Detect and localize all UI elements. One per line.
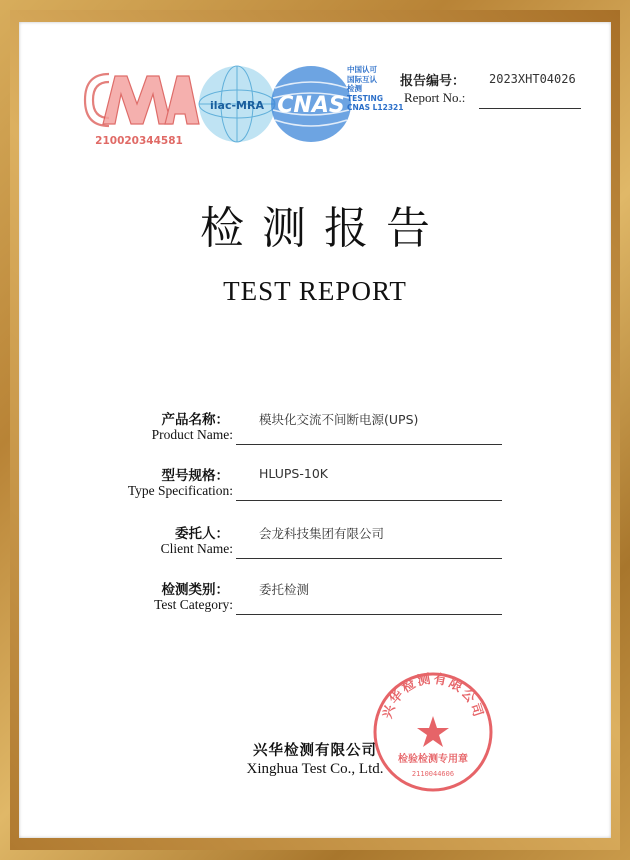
field-value: 委托检测 xyxy=(259,582,310,597)
field-label-en: Type Specification: xyxy=(127,483,233,498)
cma-logo xyxy=(79,64,201,159)
page-title-en: TEST REPORT xyxy=(223,276,407,306)
report-number-underline xyxy=(479,108,581,109)
field-label-cn: 委托人： xyxy=(175,526,229,542)
cnas-line: 国际互认 xyxy=(347,74,377,84)
field-test-category xyxy=(19,578,611,628)
cnas-line: 中国认可 xyxy=(347,65,377,74)
cnas-line: CNAS L12321 xyxy=(347,103,404,112)
field-underline xyxy=(236,614,502,615)
field-label-cn: 产品名称： xyxy=(161,412,229,428)
field-label-en: Test Category: xyxy=(154,597,233,612)
field-underline xyxy=(236,558,502,559)
issuer-name-cn: 兴华检测有限公司 xyxy=(253,743,377,759)
field-label-en: Client Name: xyxy=(160,541,233,556)
cnas-text: CNAS xyxy=(277,93,345,118)
field-value: 模块化交流不间断电源(UPS) xyxy=(259,412,419,427)
report-number-label-cn: 报告编号： xyxy=(400,74,466,89)
official-seal xyxy=(371,670,495,794)
page-title-cn: 检测报告 xyxy=(200,203,448,254)
svg-text:兴华检测有限公司 xyxy=(380,671,486,721)
field-type-specification xyxy=(19,464,611,514)
ilac-text: ilac-MRA xyxy=(210,99,264,112)
field-underline xyxy=(236,500,502,501)
field-value: HLUPS-10K xyxy=(259,466,328,481)
cma-code: 210020344581 xyxy=(95,135,183,147)
field-label-cn: 检测类别： xyxy=(161,582,229,598)
seal-subtitle: 检验检测专用章 xyxy=(398,754,468,765)
issuer-name-en: Xinghua Test Co., Ltd. xyxy=(246,761,384,777)
seal-code: 2110044606 xyxy=(411,770,455,778)
field-label-cn: 型号规格： xyxy=(161,468,229,484)
seal-company-text: 兴华检测有限公司 xyxy=(380,671,486,721)
field-label-en: Product Name: xyxy=(151,427,233,442)
cnas-line: TESTING xyxy=(347,93,383,103)
field-client-name xyxy=(19,522,611,572)
field-underline xyxy=(236,444,502,445)
cnas-line: 检测 xyxy=(347,84,362,93)
field-product-name xyxy=(19,408,611,458)
report-number-value: 2023XHT04026 xyxy=(489,72,576,86)
field-value: 会龙科技集团有限公司 xyxy=(259,526,385,541)
certificate-page xyxy=(19,22,611,838)
report-number-label-en: Report No.: xyxy=(404,90,466,105)
